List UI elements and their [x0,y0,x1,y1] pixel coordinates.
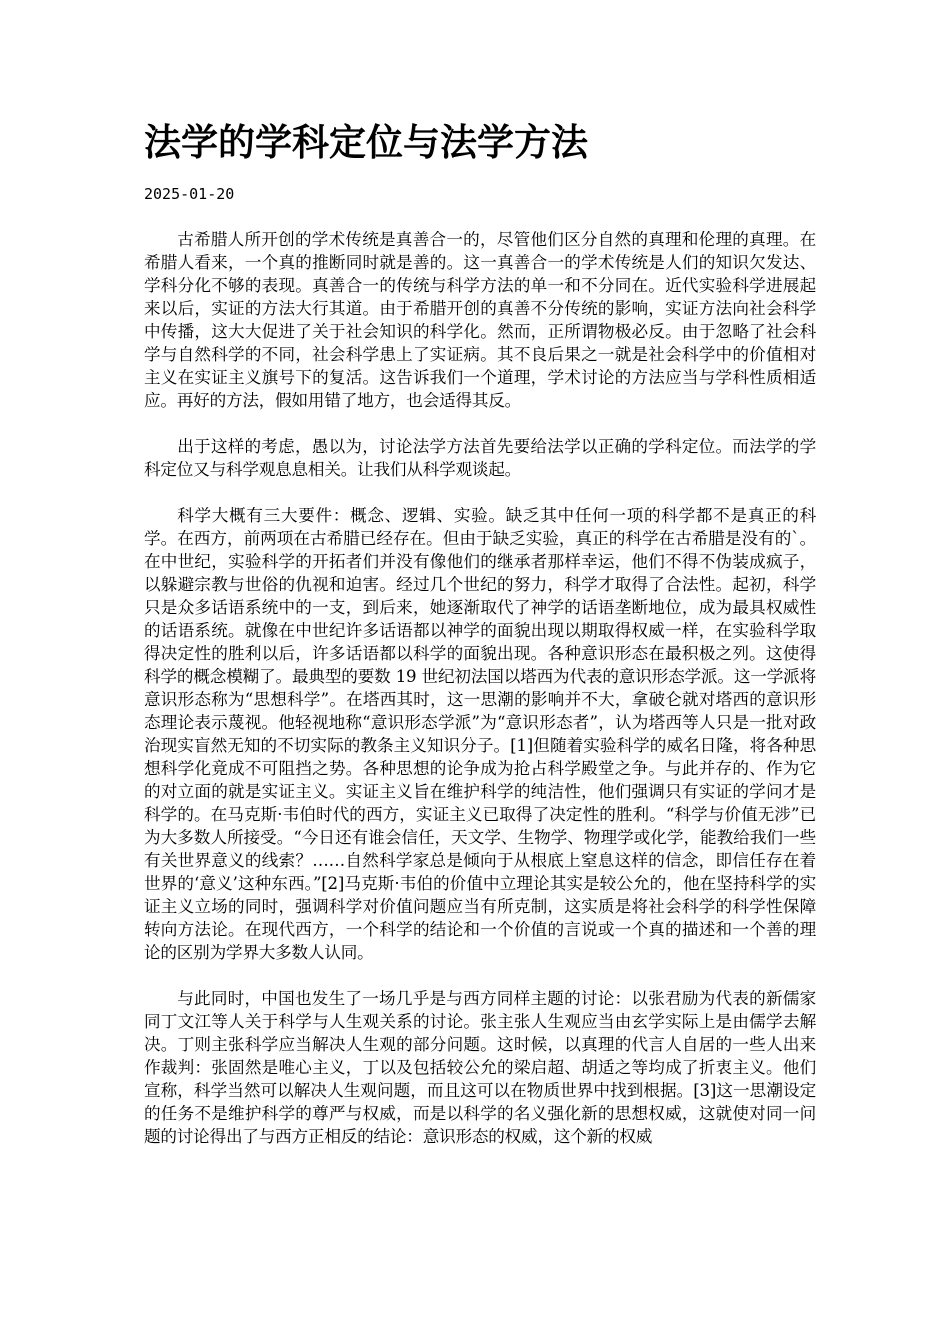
paragraph: 古希腊人所开创的学术传统是真善合一的，尽管他们区分自然的真理和伦理的真理。在希腊人看来，一个真的推断同时就是善的。这一真善合一的学术传统是人们的知识欠发达、学科分化不够的表现。真善合一的传统与科学方法的单一和不分同在。近代实验科学进展起来以后，实证的方法大行其道。由于希腊开创的真善不分传统的影响，实证方法向社会科学中传播，这大大促进了关于社会知识的科学化。然而，正所谓物极必反。由于忽略了社会科学与自然科学的不同，社会科学患上了实证病。其不良后果之一就是社会科学中的价值相对主义在实证主义旗号下的复活。这告诉我们一个道理，学术讨论的方法应当与学科性质相适应。再好的方法，假如用错了地方，也会适得其反。 [144,230,816,410]
paragraph: 科学大概有三大要件：概念、逻辑、实验。缺乏其中任何一项的科学都不是真正的科学。在西方，前两项在古希腊已经存在。但由于缺乏实验，真正的科学在古希腊是没有的`。在中世纪，实验科学的开拓者们并没有像他们的继承者那样幸运，他们不得不伪装成疯子，以躲避宗教与世俗的仇视和迫害。经过几个世纪的努力，科学才取得了合法性。起初，科学只是众多话语系统中的一支，到后来，她逐渐取代了神学的话语垄断地位，成为最具权威性的话语系统。就像在中世纪许多话语都以神学的面貌出现以期取得权威一样，在实验科学取得决定性的胜利以后，许多话语都以科学的面貌出现。各种意识形态在最积极之列。这使得科学的概念模糊了。最典型的要数 19 世纪初法国以塔西为代表的意识形态学派。这一学派将意识形态称为“思想科学”。在塔西其时，这一思潮的影响并不大，拿破仑就对塔西的意识形态理论表示蔑视。他轻视地称“意识形态学派”为“意识形态者”，认为塔西等人只是一批对政治现实盲然无知的不切实际的教条主义知识分子。[1]但随着实验科学的威名日隆，将各种思想科学化竟成不可阻挡之势。各种思想的论争成为抢占科学殿堂之争。与此并存的、作为它的对立面的就是实证主义。实证主义旨在维护科学的纯洁性，他们强调只有实证的学问才是科学的。在马克斯·韦伯时代的西方，实证主义已取得了决定性的胜利。“科学与价值无涉”已为大多数人所接受。“今日还有谁会信任，天文学、生物学、物理学或化学，能教给我们一些有关世界意义的线索？……自然科学家总是倾向于从根底上窒息这样的信念，即信任存在着世界的‘意义’这种东西。”[2]马克斯·韦伯的价值中立理论其实是较公允的，他在坚持科学的实证主义立场的同时，强调科学对价值问题应当有所克制，这实质是将社会科学的科学性保障转向方法论。在现代西方，一个科学的结论和一个价值的言说或一个真的描述和一个善的理论的区别为学界大多数人认同。 [144,506,816,962]
article-title: 法学的学科定位与法学方法 [144,120,588,164]
paragraph: 出于这样的考虑，愚以为，讨论法学方法首先要给法学以正确的学科定位。而法学的学科定位又与科学观息息相关。让我们从科学观谈起。 [144,437,816,479]
paragraph: 与此同时，中国也发生了一场几乎是与西方同样主题的讨论：以张君励为代表的新儒家同丁文江等人关于科学与人生观关系的讨论。张主张人生观应当由玄学实际上是由儒学去解决。丁则主张科学应当解决人生观的部分问题。这时候，以真理的代言人自居的一些人出来作裁判：张固然是唯心主义，丁以及包括较公允的梁启超、胡适之等均成了折衷主义。他们宣称，科学当然可以解决人生观问题，而且这可以在物质世界中找到根据。[3]这一思潮设定的任务不是维护科学的尊严与权威，而是以科学的名义强化新的思想权威，这就使对同一问题的讨论得出了与西方正相反的结论：意识形态的权威，这个新的权威 [144,989,816,1146]
article-body [144,228,816,1171]
article-date: 2025-01-20 [144,185,235,203]
